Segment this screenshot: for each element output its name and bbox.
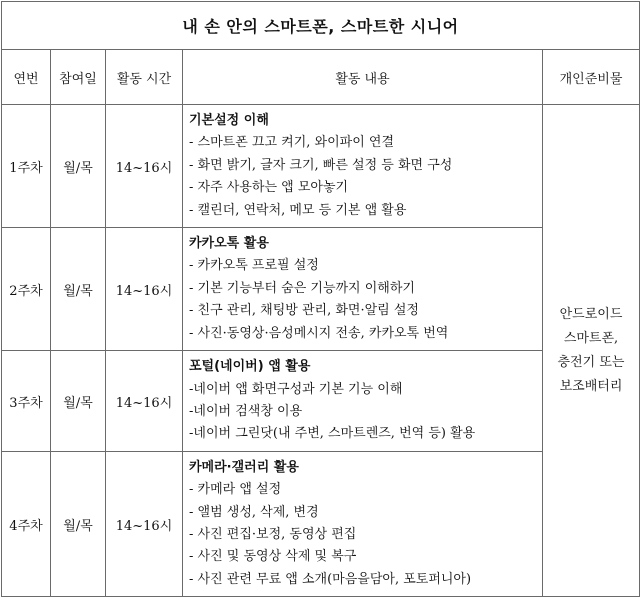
document-title: 내 손 안의 스마트폰, 스마트한 시니어 bbox=[2, 2, 640, 50]
prep-line: 스마트폰, bbox=[563, 330, 619, 346]
week-cell: 1주차 bbox=[2, 105, 51, 228]
activity-item: -네이버 앱 화면구성과 기본 기능 이해 bbox=[189, 381, 403, 397]
header-week: 연번 bbox=[2, 50, 51, 105]
activity-item: - 사진 및 동영상 삭제 및 복구 bbox=[189, 549, 357, 565]
activity-item: - 화면 밝기, 글자 크기, 빠른 설정 등 화면 구성 bbox=[189, 157, 453, 173]
header-prep: 개인준비물 bbox=[543, 50, 640, 105]
activity-cell bbox=[183, 351, 543, 452]
activity-item: - 스마트폰 끄고 켜기, 와이파이 연결 bbox=[189, 135, 394, 151]
activity-item: - 앨범 생성, 삭제, 변경 bbox=[189, 504, 319, 520]
header-days: 참여일 bbox=[51, 50, 106, 105]
activity-cell bbox=[183, 228, 543, 351]
activity-item: -네이버 그린닷(내 주변, 스마트렌즈, 번역 등) 활용 bbox=[189, 426, 476, 442]
schedule-document bbox=[1, 1, 639, 597]
activity-subject: 카카오톡 활용 bbox=[189, 235, 269, 251]
days-cell: 월/목 bbox=[51, 351, 106, 452]
table-row bbox=[2, 105, 640, 228]
activity-item: - 자주 사용하는 앱 모아놓기 bbox=[189, 180, 349, 196]
activity-item: - 기본 기능부터 숨은 기능까지 이해하기 bbox=[189, 280, 415, 296]
activity-cell bbox=[183, 105, 543, 228]
activity-item: - 사진 관련 무료 앱 소개(마음을담아, 포토퍼니아) bbox=[189, 571, 472, 587]
activity-subject: 카메라·갤러리 활용 bbox=[189, 459, 299, 475]
activity-item: -네이버 검색창 이용 bbox=[189, 404, 303, 419]
activity-item: - 사진 편집·보정, 동영상 편집 bbox=[189, 527, 357, 542]
prep-line: 충전기 또는 bbox=[557, 354, 625, 370]
header-row bbox=[2, 50, 640, 105]
week-cell: 2주차 bbox=[2, 228, 51, 351]
time-cell: 14~16시 bbox=[106, 351, 183, 452]
time-cell: 14~16시 bbox=[106, 452, 183, 597]
activity-item: - 캘린더, 연락처, 메모 등 기본 앱 활용 bbox=[189, 202, 407, 218]
header-content: 활동 내용 bbox=[183, 50, 543, 105]
activity-item: - 친구 관리, 채팅방 관리, 화면·알림 설정 bbox=[189, 303, 419, 319]
prep-line: 안드로이드 bbox=[559, 306, 623, 322]
activity-item: - 사진·동영상·음성메시지 전송, 카카오톡 번역 bbox=[189, 325, 449, 341]
week-cell: 3주차 bbox=[2, 351, 51, 452]
time-cell: 14~16시 bbox=[106, 105, 183, 228]
time-cell: 14~16시 bbox=[106, 228, 183, 351]
schedule-table bbox=[1, 1, 640, 597]
activity-cell bbox=[183, 452, 543, 597]
header-time: 활동 시간 bbox=[106, 50, 183, 105]
days-cell: 월/목 bbox=[51, 452, 106, 597]
activity-subject: 포털(네이버) 앱 활용 bbox=[189, 359, 311, 375]
prep-cell bbox=[543, 105, 640, 597]
activity-item: - 카메라 앱 설정 bbox=[189, 482, 282, 498]
days-cell: 월/목 bbox=[51, 105, 106, 228]
prep-line: 보조배터리 bbox=[559, 378, 623, 394]
activity-item: - 카카오톡 프로필 설정 bbox=[189, 258, 319, 274]
activity-subject: 기본설정 이해 bbox=[189, 112, 269, 128]
days-cell: 월/목 bbox=[51, 228, 106, 351]
week-cell: 4주차 bbox=[2, 452, 51, 597]
